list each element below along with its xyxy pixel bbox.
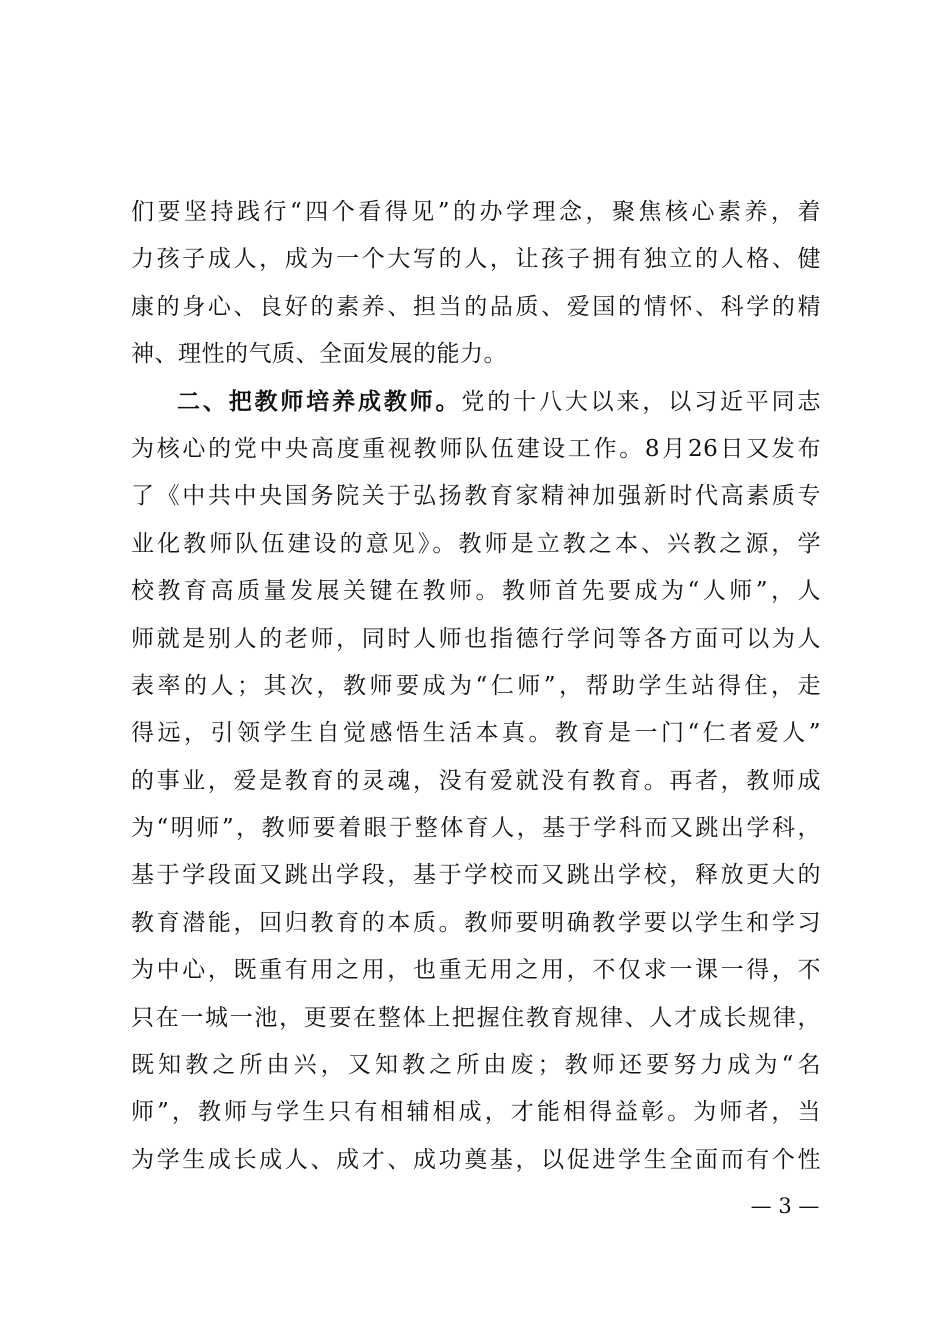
text-line: 只在一城一池，更要在整体上把握住教育规律、人才成长规律， xyxy=(131,1004,821,1031)
text-line: 师”，教师与学生只有相辅相成，才能相得益彰。为师者，当 xyxy=(131,1099,821,1126)
body-text xyxy=(131,189,821,1184)
text-line: 了《中共中央国务院关于弘扬教育家精神加强新时代高素质专 xyxy=(131,483,821,510)
text-line: 康的身心、良好的素养、担当的品质、爱国的情怀、科学的精 xyxy=(131,293,821,320)
text-line: 们要坚持践行“四个看得见”的办学理念，聚焦核心素养，着 xyxy=(131,199,821,225)
text-line: 为学生成长成人、成才、成功奠基，以促进学生全面而有个性 xyxy=(131,1146,821,1173)
text-line: 神、理性的气质、全面发展的能力。 xyxy=(131,341,507,368)
text-line: 师就是别人的老师，同时人师也指德行学问等各方面可以为人 xyxy=(131,625,821,652)
heading-line-text: 党的十八大以来，以习近平同志 xyxy=(461,388,822,415)
text-line: 基于学段面又跳出学段，基于学校而又跳出学校，释放更大的 xyxy=(131,862,821,889)
text-line: 得远，引领学生自觉感悟生活本真。教育是一门“仁者爱人” xyxy=(131,720,821,747)
text-line: 教育潜能，回归教育的本质。教师要明确教学要以学生和学习 xyxy=(131,909,821,936)
paragraph-heading-line xyxy=(131,379,821,426)
text-line: 业化教师队伍建设的意见》。教师是立教之本、兴教之源，学 xyxy=(131,530,821,557)
text-line: 为中心，既重有用之用，也重无用之用，不仅求一课一得，不 xyxy=(131,957,821,984)
section-heading: 二、把教师培养成教师。 xyxy=(177,388,462,415)
text-line: 校教育高质量发展关键在教师。教师首先要成为“人师”，人 xyxy=(131,578,821,605)
page-number: — 3 — xyxy=(750,1194,820,1218)
text-line: 既知教之所由兴，又知教之所由废；教师还要努力成为“名 xyxy=(131,1052,821,1079)
text-line: 为“明师”，教师要着眼于整体育人，基于学科而又跳出学科， xyxy=(131,815,821,842)
text-line: 力孩子成人，成为一个大写的人，让孩子拥有独立的人格、健 xyxy=(131,246,821,273)
text-line: 为核心的党中央高度重视教师队伍建设工作。8月26日又发布 xyxy=(131,435,821,462)
text-line: 的事业，爱是教育的灵魂，没有爱就没有教育。再者，教师成 xyxy=(131,767,821,794)
text-line: 表率的人；其次，教师要成为“仁师”，帮助学生站得住，走 xyxy=(131,672,821,699)
